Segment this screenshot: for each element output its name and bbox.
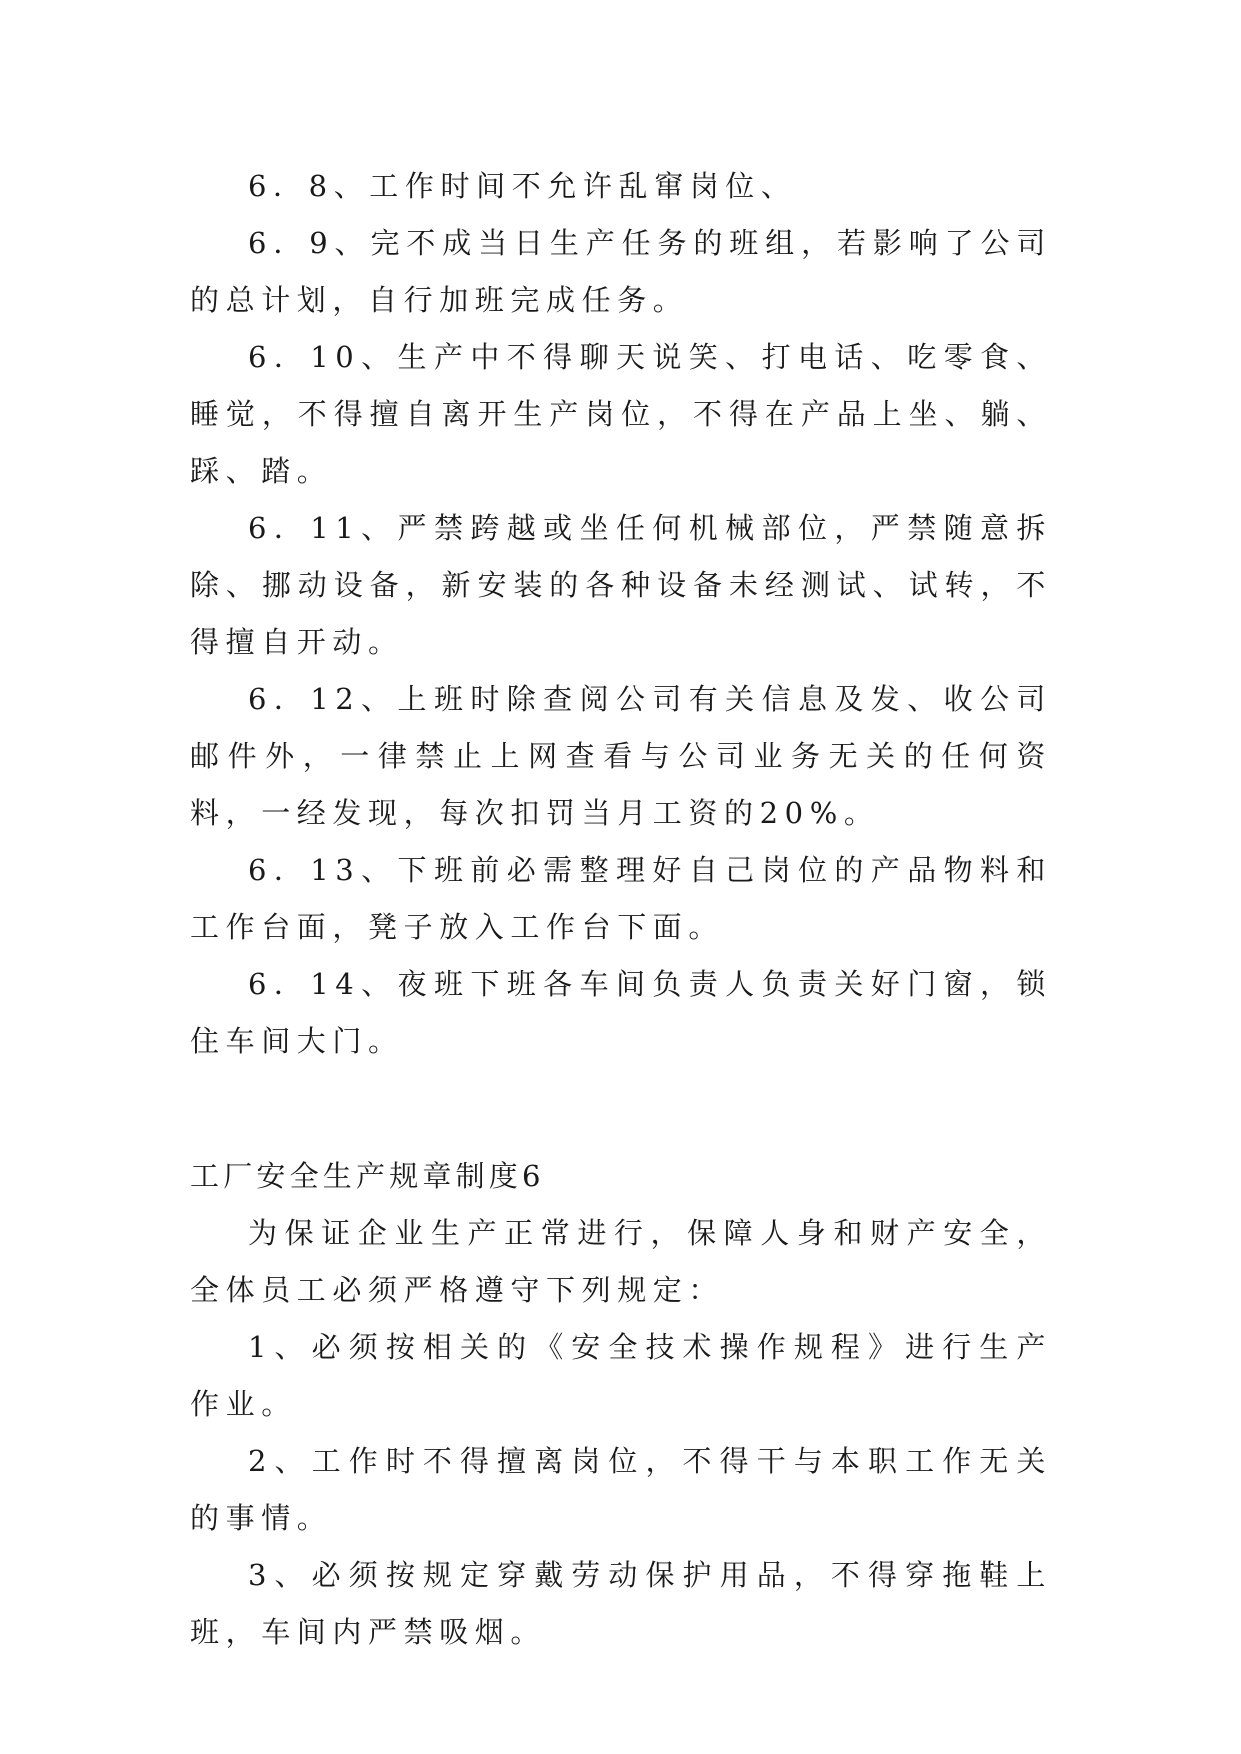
rule-paragraph-6-12: 6．12、上班时除查阅公司有关信息及发、收公司邮件外，一律禁止上网查看与公司业务无关的任何资料，一经发现，每次扣罚当月工资的20%。: [190, 682, 1052, 830]
rule-paragraph-6-11: 6．11、严禁跨越或坐任何机械部位，严禁随意拆除、挪动设备，新安装的各种设备未经测试、试转，不得擅自开动。: [190, 511, 1052, 659]
document-body: [190, 158, 1052, 1661]
rule-paragraph-6-8: 6．8、工作时间不允许乱窜岗位、: [248, 169, 797, 203]
section-spacer: [190, 1070, 1052, 1148]
rule-paragraph-6-14: 6．14、夜班下班各车间负责人负责关好门窗，锁住车间大门。: [190, 967, 1052, 1058]
section-title: 工厂安全生产规章制度6: [190, 1159, 545, 1193]
rule-paragraph-1: 1、必须按相关的《安全技术操作规程》进行生产作业。: [190, 1330, 1052, 1421]
rule-paragraph-3: 3、必须按规定穿戴劳动保护用品，不得穿拖鞋上班，车间内严禁吸烟。: [190, 1558, 1052, 1649]
intro-paragraph: 为保证企业生产正常进行，保障人身和财产安全，全体员工必须严格遵守下列规定：: [190, 1216, 1052, 1307]
rule-paragraph-2: 2、工作时不得擅离岗位，不得干与本职工作无关的事情。: [190, 1444, 1052, 1535]
rule-paragraph-6-13: 6．13、下班前必需整理好自己岗位的产品物料和工作台面，凳子放入工作台下面。: [190, 853, 1052, 944]
rule-paragraph-6-10: 6．10、生产中不得聊天说笑、打电话、吃零食、睡觉，不得擅自离开生产岗位，不得在产品上坐、躺、踩、踏。: [190, 340, 1052, 488]
rule-paragraph-6-9: 6．9、完不成当日生产任务的班组，若影响了公司的总计划，自行加班完成任务。: [190, 226, 1052, 317]
